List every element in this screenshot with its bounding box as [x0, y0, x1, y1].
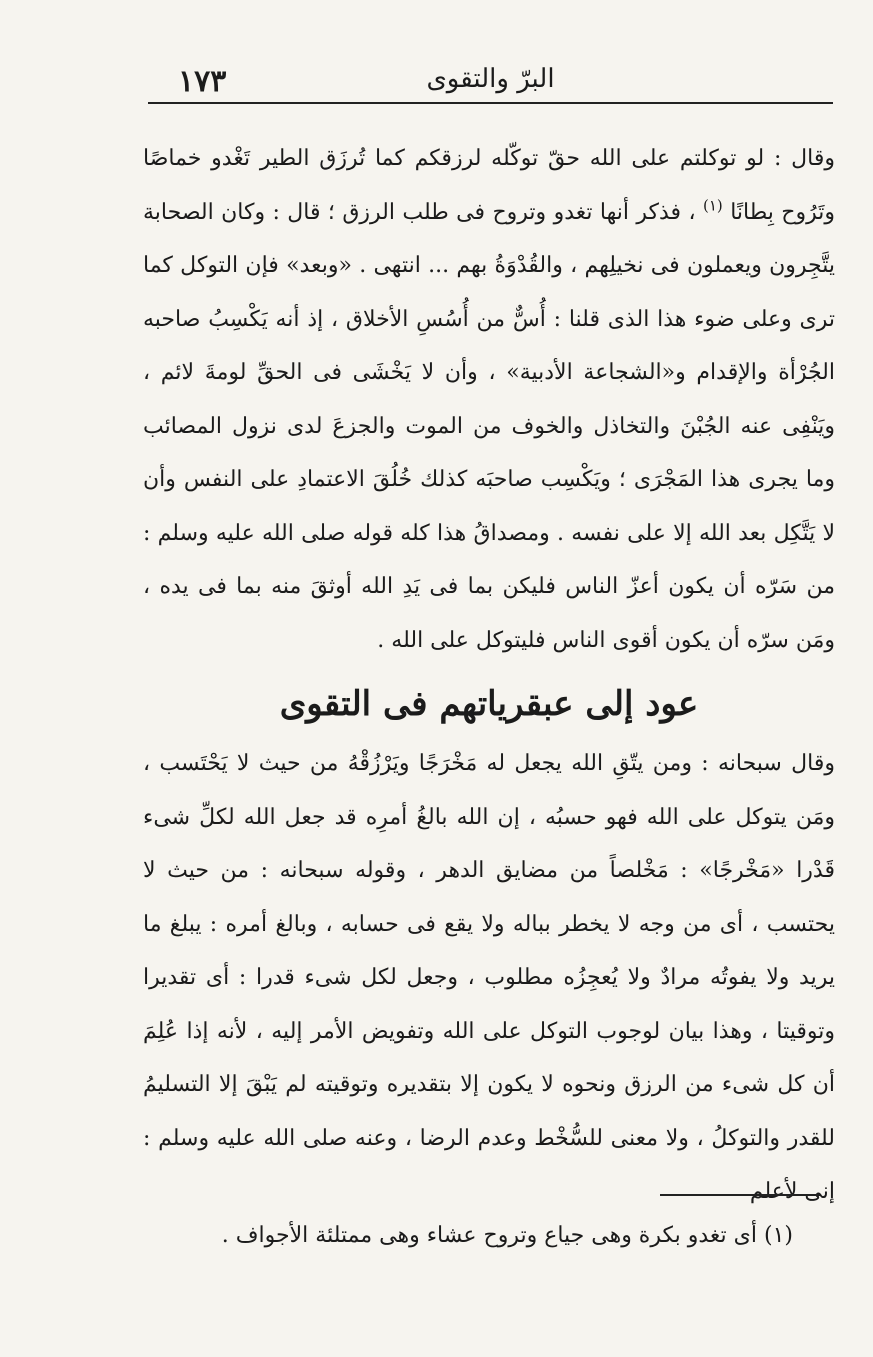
paragraph-text: وقال : لو توكلتم على الله حقّ توكّله لرزقكم كما تُرزَق الطير تَغْدو خماصًا وتَرُوح بِطانًا: [143, 146, 836, 225]
section-heading: عود إلى عبقرياتهم فى التقوى: [279, 684, 699, 724]
footnote-divider: [660, 1194, 820, 1196]
running-title: البرّ والتقوى: [426, 64, 555, 94]
main-text: [143, 132, 835, 1219]
page-number: ١٧٣: [178, 64, 227, 99]
paragraph-tawakkul: [143, 132, 835, 667]
header-divider: [148, 102, 833, 104]
paragraph-text-continued: ، فذكر أنها تغدو وتروح فى طلب الرزق ؛ قال : وكان الصحابة يتَّجِرون ويعملون فى نخيلِهم ، والقُدْوَةُ بهم ... انتهى . «وبعد» فإن التوكل كما ترى وعلى ضوء هذا الذى قلنا : أُسٌّ من أُسُسِ الأخلاق ، إذ أنه يَكْسِبُ صاحبه الجُرْأة والإقدام و«الشجاعة الأدبية» ، وأن لا يَخْشَى فى الحقِّ لومةَ لائم ، ويَنْفِى عنه الجُبْنَ والتخاذل والخوف من الموت والجزعَ لدى نزول المصائب وما يجرى هذا المَجْرَى ؛ ويَكْسِب صاحبَه كذلك خُلُقَ الاعتمادِ على النفس وأن لا يَتَّكِل بعد الله إلا على نفسه . ومصداقُ هذا كله قوله صلى الله عليه وسلم : من سَرّه أن يكون أعزّ الناس فليكن بما فى يَدِ الله أوثقَ منه بما فى يده ، ومَن سرّه أن يكون أقوى الناس فليتوكل على الله .: [143, 199, 835, 653]
footnote-text: أى تغدو بكرة وهى جياع وتروح عشاء وهى ممتلئة الأجواف .: [221, 1223, 757, 1248]
paragraph-taqwa: وقال سبحانه : ومن يتّقِ الله يجعل له مَخْرَجًا ويَرْزُقْهُ من حيث لا يَحْتَسب ، ومَن يتوكل على الله فهو حسبُه ، إن الله بالغُ أمرِه قد جعل الله لكلِّ شىء قَدْرا «مَخْرجًا» : مَخْلصاً من مضايق الدهر ، وقوله سبحانه : من حيث لا يحتسب ، أى من وجه لا يخطر بباله ولا يقع فى حسابه ، وبالغ أمره : يبلغ ما يريد ولا يفوتُه مرادٌ ولا يُعجِزُه مطلوب ، وجعل لكل شىء قدرا : أى تقديرا وتوقيتا ، وهذا بيان لوجوب التوكل على الله وتفويض الأمر إليه ، لأنه إذا عُلِمَ أن كل شىء من الرزق ونحوه لا يكون إلا بتقديره وتوقيته لم يَبْقَ إلا التسليمُ للقدر والتوكلُ ، ولا معنى للسُّخْط وعدم الرضا ، وعنه صلى الله عليه وسلم : إنى لأعلم: [143, 751, 835, 1204]
footnote: [143, 1218, 793, 1254]
footnote-reference: (١): [702, 196, 723, 215]
page-header: [148, 58, 833, 102]
footnote-marker: (١): [763, 1223, 793, 1248]
